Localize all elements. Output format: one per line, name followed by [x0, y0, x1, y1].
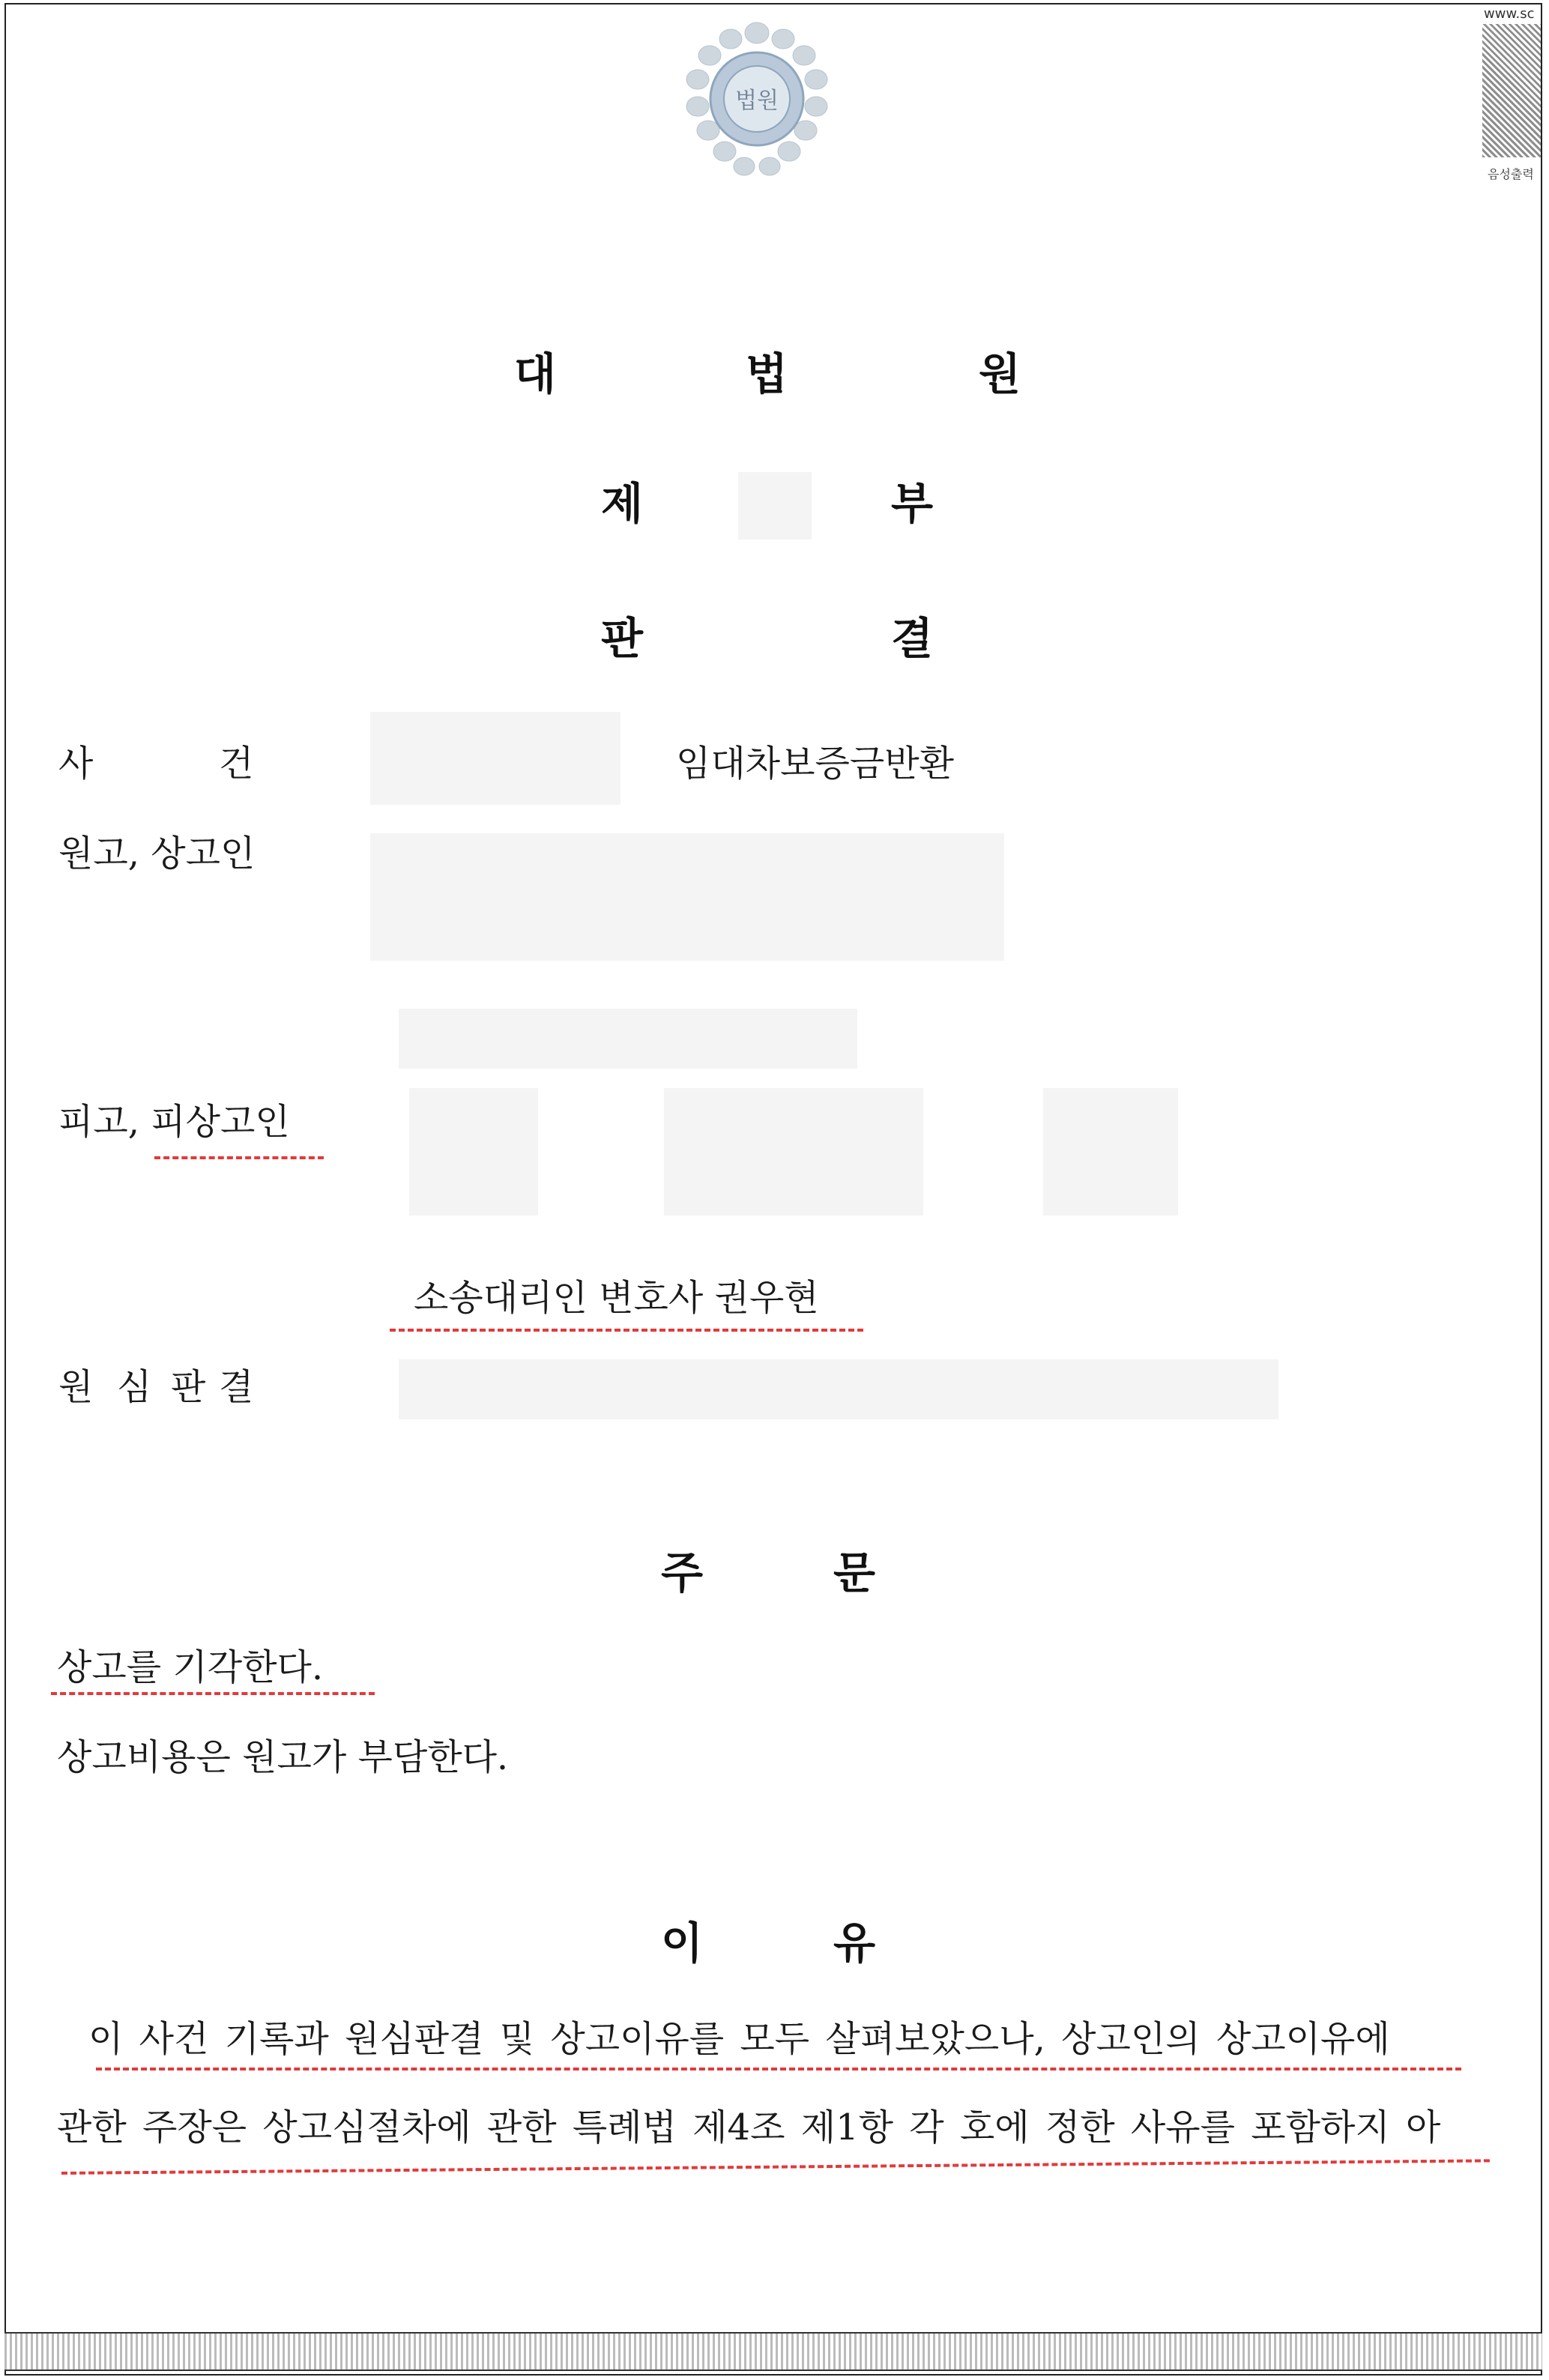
- judgment-title-char-2: 결: [891, 613, 934, 664]
- counsel-line: 소송대리인 변호사 권우현: [414, 1277, 819, 1319]
- redacted-plaintiff-name: [370, 833, 1004, 961]
- redacted-lower-judgment: [399, 1359, 1278, 1419]
- redacted-defendant-2: [664, 1088, 923, 1215]
- order-line-1: 상고를 기각한다.: [57, 1646, 324, 1688]
- division-char-2: 부: [891, 478, 934, 529]
- redacted-defendant-3: [1043, 1088, 1178, 1215]
- seal-text: 법원: [735, 88, 779, 114]
- counsel-underline: [390, 1329, 863, 1332]
- security-pattern-footer: [4, 2332, 1542, 2371]
- order-title-char-2: 문: [833, 1547, 876, 1598]
- court-name-char-2: 법: [746, 348, 788, 399]
- case-title: 임대차보증금반환: [676, 743, 954, 785]
- defendant-appellee-label: 피고, 피상고인: [58, 1101, 290, 1143]
- site-watermark: www.sc: [1484, 6, 1535, 22]
- case-label-char-1: 사: [58, 743, 94, 785]
- reasons-title-char-1: 이: [661, 1918, 704, 1969]
- redacted-plaintiff-address: [399, 1009, 857, 1069]
- judgment-title-char-1: 판: [601, 613, 644, 664]
- reasons-line-1: 이 사건 기록과 원심판결 및 상고이유를 모두 살펴보았으나, 상고인의 상고이유에: [88, 2018, 1390, 2060]
- order-line-2: 상고비용은 원고가 부담한다.: [57, 1736, 509, 1778]
- reasons-line-2: 관한 주장은 상고심절차에 관한 특례법 제4조 제1항 각 호에 정한 사유를 포함하지 아: [57, 2106, 1441, 2148]
- redacted-defendant-1: [409, 1088, 538, 1215]
- lower-judgment-char-4: 결: [219, 1366, 254, 1408]
- lower-judgment-char-3: 판: [171, 1366, 206, 1408]
- verification-qr-code: [1482, 24, 1541, 157]
- voice-output-label: 음성출력: [1488, 167, 1534, 181]
- redacted-case-number: [370, 712, 620, 805]
- division-char-1: 제: [601, 478, 644, 529]
- order-title-char-1: 주: [661, 1547, 704, 1598]
- case-label-char-2: 건: [219, 743, 254, 785]
- lower-judgment-char-2: 심: [117, 1366, 152, 1408]
- redacted-division-number: [738, 472, 812, 540]
- court-seal-emblem: [678, 16, 836, 181]
- defendant-label-underline: [154, 1156, 324, 1159]
- court-name-char-3: 원: [979, 348, 1021, 399]
- lower-judgment-char-1: 원: [58, 1366, 94, 1408]
- order-line-1-underline: [51, 1692, 375, 1695]
- reasons-title-char-2: 유: [833, 1918, 876, 1969]
- plaintiff-appellant-label: 원고, 상고인: [58, 833, 256, 875]
- reasons-line-1-underline: [96, 2068, 1461, 2071]
- court-name-char-1: 대: [514, 348, 557, 399]
